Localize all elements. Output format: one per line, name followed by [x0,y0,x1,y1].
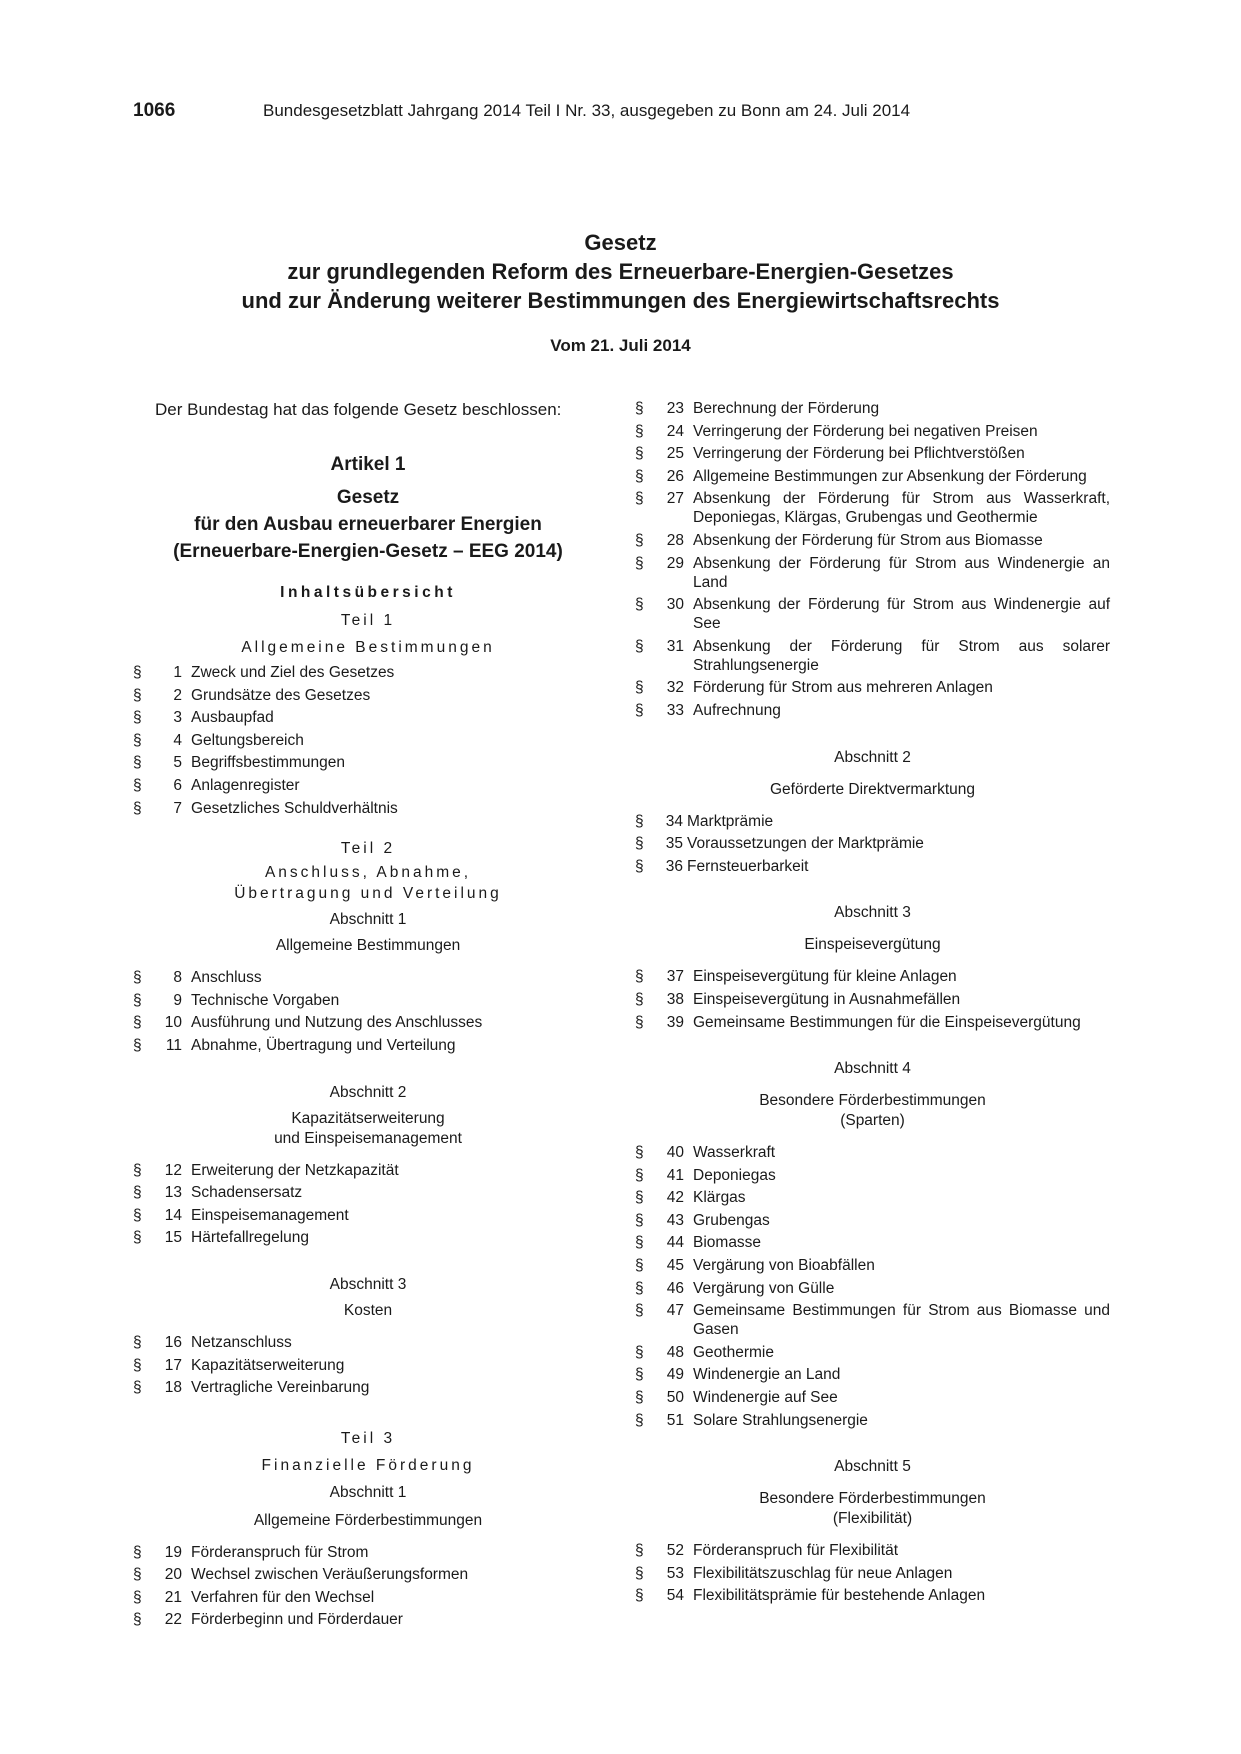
section-symbol: § [635,637,644,655]
toc-entry [133,776,603,795]
toc-entry [635,812,1110,831]
section-number: 32 [666,679,684,697]
toc-entry [133,1036,603,1055]
toc-entry [635,1564,1110,1583]
toc-list [635,1143,1110,1430]
toc-list [635,1541,1110,1605]
section-number: 6 [173,776,182,794]
section-symbol: § [635,1389,644,1407]
toc-entry [133,1228,603,1247]
section-symbol: § [133,686,142,704]
running-header: Bundesgesetzblatt Jahrgang 2014 Teil I Nr. 33, ausgegeben zu Bonn am 24. Juli 2014 [263,101,911,120]
toc-entry [635,1365,1110,1384]
toc-heading: Inhaltsübersicht [280,584,456,601]
section-number: 19 [164,1543,182,1561]
section-title: Berechnung der Förderung [693,400,880,417]
part-1-title: Allgemeine Bestimmungen [241,639,495,656]
section-symbol: § [133,1161,142,1179]
section-title: Geltungsbereich [191,731,304,749]
toc-entry [635,1211,1110,1230]
section-number: 26 [666,467,684,485]
section-symbol: § [635,1302,644,1320]
toc-list [133,968,603,1055]
toc-entry [133,968,603,987]
section-title: Vertragliche Vereinbarung [191,1379,370,1397]
section-title: (Flexibilität) [832,1510,913,1528]
toc-entry [635,1013,1110,1032]
section-title: Besondere Förderbestimmungen [759,1490,986,1508]
section-symbol: § [635,990,644,1008]
section-title: Vergärung von Bioabfällen [693,1257,875,1275]
article-title-3: (Erneuerbare-Energien-Gesetz – EEG 2014) [173,541,563,562]
section-title: Absenkung der Förderung für Strom aus Windenergie an Land [693,554,1110,591]
section-symbol: § [133,991,142,1009]
section-title: Ausführung und Nutzung des Anschlusses [191,1014,483,1032]
toc-entry [133,1333,603,1352]
section-number: 3 [173,709,182,727]
toc-entry [133,1378,603,1397]
section-number: 4 [173,731,182,749]
toc-entry [133,799,603,818]
section-number: 30 [666,596,684,614]
toc-entry [635,554,1110,592]
section-title: Allgemeine Bestimmungen zur Absenkung der Förderung [693,467,1087,485]
section-number: 2 [173,686,182,704]
section-title: Geothermie [693,1343,774,1361]
section-number: 15 [164,1229,182,1247]
section-number: 37 [666,968,684,986]
section-symbol: § [133,1333,142,1351]
section-title: Klärgas [693,1189,746,1207]
title-line-2: zur grundlegenden Reform des Erneuerbare-Energien-Gesetzes [287,259,954,284]
section-symbol: § [635,1234,644,1252]
toc-entry [635,1388,1110,1407]
section-title: Absenkung der Förderung für Strom aus solarer Strahlungsenergie [693,637,1110,674]
section-symbol: § [635,554,644,572]
section-number: 50 [666,1389,684,1407]
section-symbol: § [635,1343,644,1361]
toc-entry [635,489,1110,527]
section-symbol: § [133,1356,142,1374]
section-symbol: § [635,1189,644,1207]
section-title: Erweiterung der Netzkapazität [191,1161,399,1179]
section-title: Begriffsbestimmungen [191,754,345,772]
enactment-clause: Der Bundestag hat das folgende Gesetz beschlossen: [155,400,562,419]
toc-list [635,399,1110,720]
section-label: Abschnitt 1 [329,1483,407,1501]
section-title: Grundsätze des Gesetzes [191,686,371,704]
toc-entry [133,991,603,1010]
toc-entry [635,467,1110,486]
part-2-title-2: Übertragung und Verteilung [234,885,502,903]
toc-entry [133,1161,603,1180]
section-number: 34 [665,812,683,830]
section-symbol: § [133,1036,142,1054]
page-number: 1066 [133,100,176,121]
section-number: 9 [173,991,182,1009]
part-1-label: Teil 1 [340,612,396,629]
section-title: Marktprämie [687,812,774,830]
section-label: Abschnitt 2 [834,748,911,766]
section-number: 48 [666,1343,684,1361]
section-number: 17 [164,1356,182,1374]
section-symbol: § [635,812,644,830]
section-title: Biomasse [693,1234,762,1252]
section-symbol: § [635,1144,644,1162]
section-title: Anlagenregister [191,776,300,794]
section-number: 16 [164,1333,182,1351]
section-number: 47 [666,1302,684,1320]
section-title: Windenergie an Land [693,1366,841,1384]
section-number: 53 [666,1564,684,1582]
section-title: Einspeisemanagement [191,1206,349,1224]
section-symbol: § [635,1013,644,1031]
section-number: 13 [164,1184,182,1202]
section-number: 45 [666,1257,684,1275]
section-number: 42 [666,1189,684,1207]
toc-entry [133,753,603,772]
section-title: Deponiegas [693,1166,776,1184]
section-symbol: § [133,969,142,987]
section-number: 18 [164,1379,182,1397]
section-number: 5 [173,754,182,772]
section-number: 22 [164,1611,182,1629]
section-title: Flexibilitätsprämie für bestehende Anlagen [693,1587,986,1605]
section-symbol: § [635,1211,644,1229]
section-symbol: § [635,596,644,614]
toc-entry [133,1543,603,1562]
toc-entry [133,1588,603,1607]
section-number: 1 [173,664,182,681]
section-number: 39 [666,1013,684,1031]
toc-entry [635,1541,1110,1560]
section-number: 10 [164,1014,182,1032]
section-title: Wechsel zwischen Veräußerungsformen [191,1566,469,1584]
toc-entry [635,399,1110,418]
section-number: 44 [666,1234,684,1252]
section-title: Verfahren für den Wechsel [191,1588,375,1606]
section-symbol: § [635,445,644,463]
section-symbol: § [133,1184,142,1202]
section-title: Einspeisevergütung in Ausnahmefällen [693,990,961,1008]
section-number: 27 [666,490,684,508]
section-symbol: § [133,664,142,681]
section-symbol: § [635,857,644,875]
section-symbol: § [133,1611,142,1629]
article-title-2: für den Ausbau erneuerbarer Energien [194,514,542,535]
toc-entry [635,1411,1110,1430]
section-symbol: § [133,754,142,772]
section-title: Kapazitätserweiterung [191,1356,345,1374]
section-symbol: § [133,1206,142,1224]
toc-entry [635,422,1110,441]
toc-entry [635,1343,1110,1362]
toc-entry [133,1610,603,1629]
section-symbol: § [133,1543,142,1561]
toc-list [133,1543,603,1630]
section-number: 12 [164,1161,182,1179]
part-2-label: Teil 2 [340,840,396,858]
section-title: Netzanschluss [191,1333,292,1351]
section-title: Allgemeine Bestimmungen [275,937,461,955]
section-number: 49 [666,1366,684,1384]
section-symbol: § [635,1542,644,1560]
part-3-title: Finanzielle Förderung [261,1456,475,1474]
toc-list [635,812,1110,876]
toc-entry [635,531,1110,550]
section-number: 23 [666,400,684,417]
section-number: 7 [173,799,182,817]
toc-entry [133,731,603,750]
section-title: und Einspeisemanagement [274,1129,462,1147]
section-number: 11 [165,1036,182,1054]
section-title: Verringerung der Förderung bei Pflichtverstößen [693,445,1025,463]
section-symbol: § [635,490,644,508]
toc-entry [635,595,1110,633]
toc-entry [635,1166,1110,1185]
section-symbol: § [133,1379,142,1397]
part-2-title-1: Anschluss, Abnahme, [264,864,472,882]
section-label: Abschnitt 5 [834,1458,911,1476]
toc-entry [133,686,603,705]
toc-entry [635,967,1110,986]
section-symbol: § [635,422,644,440]
toc-entry [635,1188,1110,1207]
section-symbol: § [133,1014,142,1032]
section-number: 21 [164,1588,182,1606]
toc-entry [635,1256,1110,1275]
section-label: Abschnitt 1 [329,911,407,929]
section-title: Flexibilitätszuschlag für neue Anlagen [693,1564,953,1582]
section-title: Förderbeginn und Förderdauer [191,1611,403,1629]
toc-entry [635,678,1110,697]
section-title: Solare Strahlungsenergie [693,1411,868,1429]
toc-entry [635,637,1110,675]
section-number: 33 [666,701,684,719]
section-symbol: § [133,1229,142,1247]
article-label: Artikel 1 [330,454,406,475]
section-title: Grubengas [693,1211,770,1229]
toc-entry [635,990,1110,1009]
section-symbol: § [635,968,644,986]
section-symbol: § [635,1564,644,1582]
article-heading [133,451,603,565]
toc-entry [635,701,1110,720]
section-title: Abnahme, Übertragung und Verteilung [191,1036,456,1054]
section-number: 52 [666,1542,684,1560]
section-label: Abschnitt 4 [834,1060,911,1078]
section-title: Wasserkraft [693,1144,776,1162]
toc-entry [133,1013,603,1032]
section-symbol: § [133,776,142,794]
section-symbol: § [635,835,644,853]
section-title: Absenkung der Förderung für Strom aus Windenergie auf See [693,596,1110,633]
section-title: Absenkung der Förderung für Strom aus Biomasse [693,531,1043,549]
section-title: Ausbaupfad [191,709,274,727]
section-title: Geförderte Direktvermarktung [769,780,976,798]
toc-entry [133,1206,603,1225]
toc-entry [133,1356,603,1375]
section-number: 25 [666,445,684,463]
section-title: Gemeinsame Bestimmungen für Strom aus Biomasse und Gasen [693,1302,1110,1339]
section-title: Förderanspruch für Flexibilität [693,1542,899,1560]
section-label: Abschnitt 3 [834,904,911,922]
section-title: Verringerung der Förderung bei negativen Preisen [693,422,1038,440]
section-title: Härtefallregelung [191,1229,310,1247]
section-symbol: § [635,400,644,417]
section-symbol: § [635,1411,644,1429]
section-label: Abschnitt 3 [329,1275,407,1293]
section-symbol: § [635,531,644,549]
section-title: Einspeisevergütung [804,936,941,954]
section-number: 14 [164,1206,182,1224]
section-number: 40 [666,1144,684,1162]
document-date: Vom 21. Juli 2014 [550,336,691,355]
section-symbol: § [635,1279,644,1297]
toc-entry [635,1233,1110,1252]
section-title: Absenkung der Förderung für Strom aus Wasserkraft, Deponiegas, Klärgas, Grubengas und Geothermie [693,490,1110,527]
section-title: Kapazitätserweiterung [291,1109,445,1127]
section-label: Abschnitt 2 [329,1083,407,1101]
section-symbol: § [635,701,644,719]
toc-list [133,663,603,818]
section-number: 38 [666,990,684,1008]
section-number: 28 [666,531,684,549]
toc-list [133,1161,603,1248]
section-number: 31 [666,637,684,655]
section-symbol: § [635,1166,644,1184]
section-number: 29 [666,554,684,572]
toc-entry [635,1586,1110,1605]
toc-list [133,1333,603,1397]
section-title: (Sparten) [840,1112,905,1130]
part-3-label: Teil 3 [340,1429,396,1447]
toc-list [635,967,1110,1031]
section-title: Kosten [343,1301,393,1319]
section-title: Besondere Förderbestimmungen [759,1092,986,1110]
section-title: Gesetzliches Schuldverhältnis [191,799,398,817]
section-symbol: § [635,467,644,485]
section-title: Allgemeine Förderbestimmungen [253,1511,483,1529]
section-number: 46 [666,1279,684,1297]
section-symbol: § [635,1366,644,1384]
section-symbol: § [133,1588,142,1606]
section-title: Anschluss [191,969,262,987]
section-title: Aufrechnung [693,701,781,719]
page-header [133,100,1141,124]
toc-entry [133,1183,603,1202]
toc-entry [133,663,603,682]
title-line-1: Gesetz [584,230,657,255]
toc-entry [133,1565,603,1584]
section-number: 54 [666,1587,684,1605]
section-title: Förderanspruch für Strom [191,1543,369,1561]
toc-entry [133,708,603,727]
section-number: 51 [666,1411,684,1429]
section-symbol: § [635,679,644,697]
section-title: Windenergie auf See [693,1389,838,1407]
section-symbol: § [133,709,142,727]
section-title: Schadensersatz [191,1184,303,1202]
toc-entry [635,1279,1110,1298]
section-title: Technische Vorgaben [191,991,340,1009]
section-title: Gemeinsame Bestimmungen für die Einspeisevergütung [693,1013,1081,1031]
section-title: Voraussetzungen der Marktprämie [687,835,924,853]
toc-entry [635,857,1110,876]
section-symbol: § [133,1566,142,1584]
toc-entry [635,834,1110,853]
toc-entry [635,1143,1110,1162]
section-symbol: § [133,799,142,817]
section-number: 8 [173,969,182,987]
section-title: Einspeisevergütung für kleine Anlagen [693,968,957,986]
section-number: 24 [666,422,684,440]
title-line-3: und zur Änderung weiterer Bestimmungen des Energiewirtschaftsrechts [241,288,1000,313]
right-column [635,399,1110,1609]
document-title [0,228,1241,315]
article-title-1: Gesetz [336,487,400,508]
toc-entry [635,444,1110,463]
section-title: Zweck und Ziel des Gesetzes [191,664,395,681]
section-symbol: § [635,1587,644,1605]
left-column [133,399,603,1633]
section-number: 41 [666,1166,684,1184]
section-number: 20 [164,1566,182,1584]
section-title: Vergärung von Gülle [693,1279,835,1297]
section-number: 36 [665,857,683,875]
section-symbol: § [635,1257,644,1275]
section-title: Förderung für Strom aus mehreren Anlagen [693,679,993,697]
section-number: 35 [665,835,683,853]
section-title: Fernsteuerbarkeit [687,857,809,875]
toc-entry [635,1301,1110,1339]
section-number: 43 [666,1211,684,1229]
section-symbol: § [133,731,142,749]
